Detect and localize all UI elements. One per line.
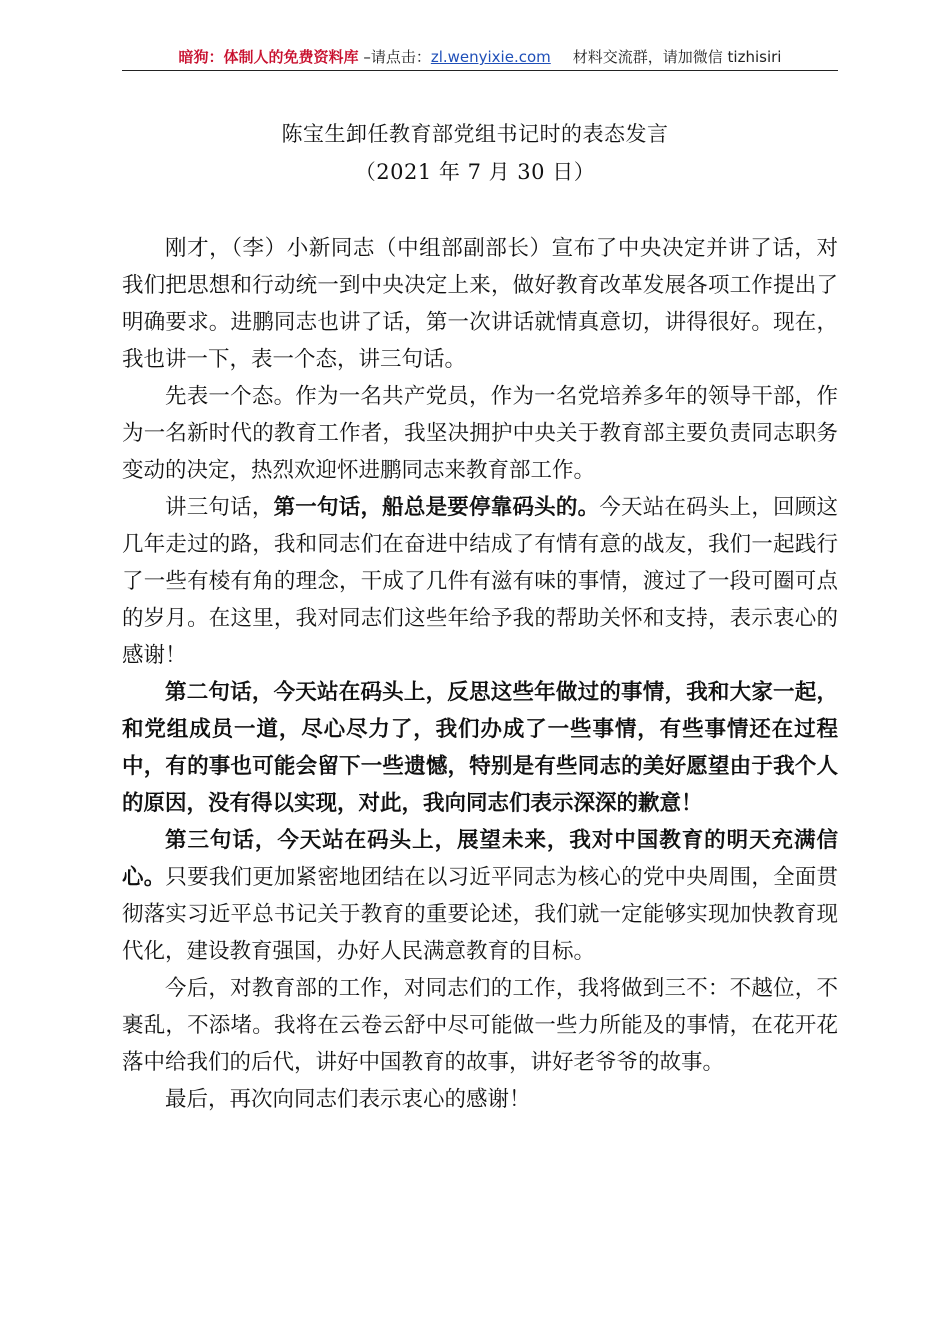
paragraph-4: 第二句话，今天站在码头上，反思这些年做过的事情，我和大家一起，和党组成员一道，尽心尽力了，我们办成了一些事情，有些事情还在过程中，有的事也可能会留下一些遗憾，特别是有些同志的美好愿望由于我个人的原因，没有得以实现，对此，我向同志们表示深深的歉意！ — [122, 680, 838, 816]
page-header — [122, 44, 838, 71]
document-title: 陈宝生卸任教育部党组书记时的表态发言 — [281, 122, 669, 146]
paragraph-3-rest: 今天站在码头上，回顾这几年走过的路，我和同志们在奋进中结成了有情有意的战友，我们一起践行了一些有棱有角的理念，干成了几件有滋有味的事情，渡过了一段可圈可点的岁月。在这里，我对同志们这些年给予我的帮助关怀和支持，表示衷心的感谢！ — [122, 495, 838, 668]
paragraph-1: 刚才，（李）小新同志（中组部副部长）宣布了中央决定并讲了话，对我们把思想和行动统一到中央决定上来，做好教育改革发展各项工作提出了明确要求。进鹏同志也讲了话，第一次讲话就情真意切，讲得很好。现在，我也讲一下，表一个态，讲三句话。 — [122, 236, 838, 372]
paragraph-5-rest: 只要我们更加紧密地团结在以习近平同志为核心的党中央周围，全面贯彻落实习近平总书记关于教育的重要论述，我们就一定能够实现加快教育现代化，建设教育强国，办好人民满意教育的目标。 — [122, 865, 838, 964]
header-prompt: –请点击： — [358, 48, 431, 66]
paragraph-3 — [122, 489, 838, 674]
document-body — [122, 230, 838, 1118]
document-date: （2021 年 7 月 30 日） — [354, 160, 596, 184]
paragraph-3-lead: 讲三句话， — [165, 495, 274, 520]
paragraph-6: 今后，对教育部的工作，对同志们的工作，我将做到三不：不越位，不裹乱，不添堵。我将在云卷云舒中尽可能做一些力所能及的事情，在花开花落中给我们的后代，讲好中国教育的故事，讲好老爷爷的故事。 — [122, 976, 838, 1075]
paragraph-5-bold: 第三句话，今天站在码头上，展望未来，我对中国教育的明天充满信心。 — [122, 828, 838, 890]
header-promo: 暗狗：体制人的免费资料库 — [178, 48, 359, 66]
paragraph-7: 最后，再次向同志们表示衷心的感谢！ — [165, 1087, 531, 1112]
paragraph-3-bold: 第一句话，船总是要停靠码头的。 — [273, 495, 600, 520]
paragraph-2: 先表一个态。作为一名共产党员，作为一名党培养多年的领导干部，作为一名新时代的教育工作者，我坚决拥护中央关于教育部主要负责同志职务变动的决定，热烈欢迎怀进鹏同志来教育部工作。 — [122, 384, 838, 483]
header-link[interactable]: zl.wenyixie.com — [430, 48, 551, 66]
header-wechat-note: 材料交流群，请加微信 tizhisiri — [572, 48, 782, 66]
paragraph-5 — [122, 822, 838, 970]
